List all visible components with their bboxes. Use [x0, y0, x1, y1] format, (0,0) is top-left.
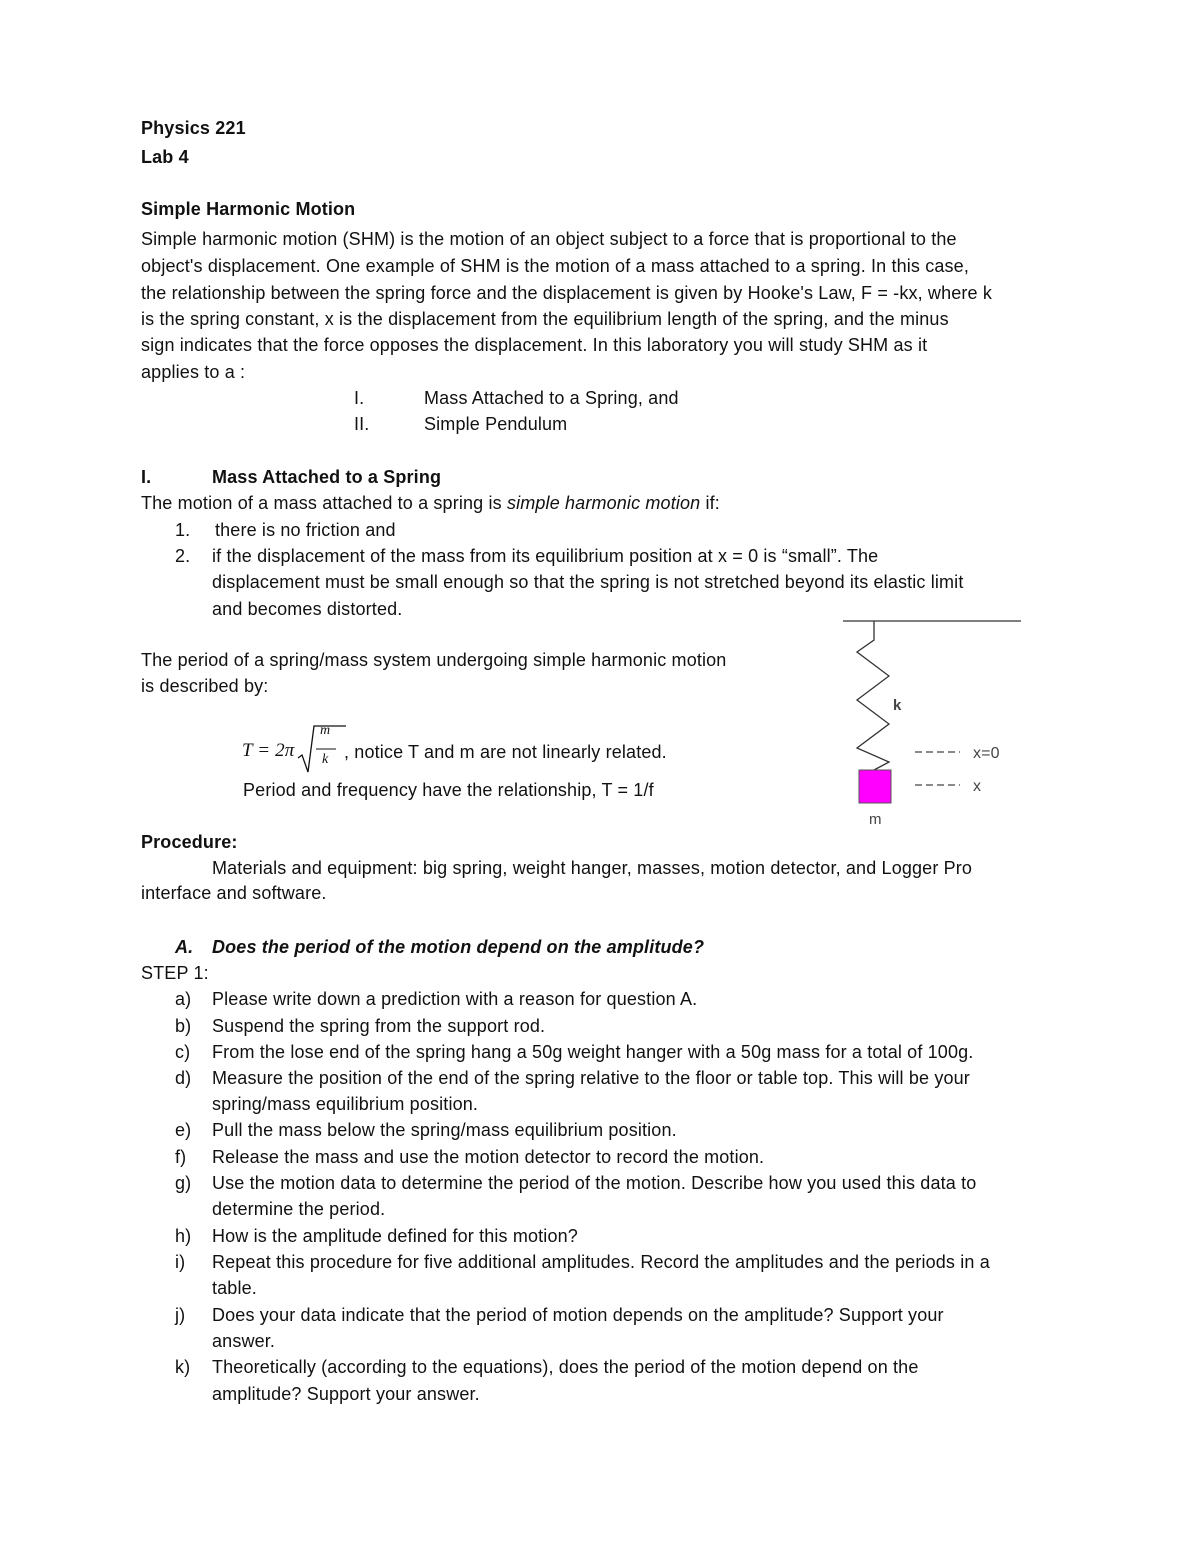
spring-coil-icon — [857, 621, 889, 770]
step-text: Suspend the spring from the support rod. — [212, 1016, 546, 1036]
step-label: h) — [175, 1226, 192, 1246]
intro-line: the relationship between the spring force and the displacement is given by Hooke's Law, F = -kx, where k — [141, 283, 992, 303]
intro-line: sign indicates that the force opposes the displacement. In this laboratory you will study SHM as it — [141, 335, 928, 355]
question-number: A. — [175, 937, 194, 957]
step-text: Use the motion data to determine the period of the motion. Describe how you used this data to — [212, 1173, 977, 1193]
step-heading: STEP 1: — [141, 963, 209, 983]
step-label: j) — [175, 1305, 186, 1325]
condition-text: if the displacement of the mass from its equilibrium position at x = 0 is “small”. The — [212, 546, 879, 566]
period-intro-line: is described by: — [141, 676, 269, 696]
step-label: e) — [175, 1120, 192, 1140]
step-text: Does your data indicate that the period of motion depends on the amplitude? Support your — [212, 1305, 944, 1325]
section-title-shm: Simple Harmonic Motion — [141, 199, 356, 219]
formula-note: , notice T and m are not linearly related. — [344, 742, 667, 762]
mass-block — [859, 770, 891, 803]
step-text: answer. — [212, 1331, 276, 1351]
section-lead: The motion of a mass attached to a spring is simple harmonic motion if: — [141, 493, 720, 513]
step-text: amplitude? Support your answer. — [212, 1384, 480, 1404]
condition-text: there is no friction and — [215, 520, 396, 540]
displacement-label: x — [973, 778, 982, 795]
step-text: From the lose end of the spring hang a 50g weight hanger with a 50g mass for a total of 100g. — [212, 1042, 974, 1062]
condition-number: 1. — [175, 520, 191, 540]
frequency-relation: Period and frequency have the relationship, T = 1/f — [243, 780, 654, 800]
step-label: a) — [175, 989, 192, 1009]
materials-line: Materials and equipment: big spring, weight hanger, masses, motion detector, and Logger Pro — [212, 858, 973, 878]
materials-line: interface and software. — [141, 883, 327, 903]
period-intro-line: The period of a spring/mass system undergoing simple harmonic motion — [141, 650, 727, 670]
step-text: table. — [212, 1278, 257, 1298]
equilibrium-label: x=0 — [973, 745, 1000, 762]
step-label: d) — [175, 1068, 192, 1088]
step-label: b) — [175, 1016, 192, 1036]
procedure-title: Procedure: — [141, 832, 238, 852]
step-text: Measure the position of the end of the spring relative to the floor or table top. This will be your — [212, 1068, 970, 1088]
emphasis-shm: simple harmonic motion — [506, 493, 701, 513]
condition-text: displacement must be small enough so that the spring is not stretched beyond its elastic limit — [212, 572, 964, 592]
step-label: c) — [175, 1042, 191, 1062]
step-text: spring/mass equilibrium position. — [212, 1094, 479, 1114]
section-number: I. — [141, 467, 152, 487]
intro-line: is the spring constant, x is the displacement from the equilibrium length of the spring, and the minus — [141, 309, 949, 329]
mass-label: m — [869, 811, 882, 828]
topic-number: I. — [354, 388, 365, 408]
step-text: Pull the mass below the spring/mass equilibrium position. — [212, 1120, 677, 1140]
topic-text: Mass Attached to a Spring, and — [424, 388, 679, 408]
step-text: Please write down a prediction with a reason for question A. — [212, 989, 698, 1009]
step-text: How is the amplitude defined for this motion? — [212, 1226, 578, 1246]
formula-denominator: k — [322, 752, 329, 767]
step-text: Repeat this procedure for five additional amplitudes. Record the amplitudes and the periods in a — [212, 1252, 990, 1272]
topic-text: Simple Pendulum — [424, 414, 568, 434]
step-label: g) — [175, 1173, 192, 1193]
formula-lhs: T = 2π — [242, 740, 295, 761]
lab-number: Lab 4 — [141, 147, 189, 167]
course-title: Physics 221 — [141, 118, 246, 138]
intro-line: applies to a : — [141, 362, 246, 382]
formula-numerator: m — [320, 723, 331, 738]
step-text: Release the mass and use the motion detector to record the motion. — [212, 1147, 765, 1167]
step-text: determine the period. — [212, 1199, 386, 1219]
topic-number: II. — [354, 414, 370, 434]
spring-constant-label: k — [893, 697, 902, 714]
question-text: Does the period of the motion depend on the amplitude? — [212, 937, 705, 957]
spring-mass-diagram — [835, 612, 1035, 832]
step-label: i) — [175, 1252, 186, 1272]
step-text: Theoretically (according to the equations), does the period of the motion depend on the — [212, 1357, 919, 1377]
condition-number: 2. — [175, 546, 191, 566]
intro-line: Simple harmonic motion (SHM) is the motion of an object subject to a force that is proportional to the — [141, 229, 957, 249]
step-label: k) — [175, 1357, 191, 1377]
condition-text: and becomes distorted. — [212, 599, 403, 619]
section-title-spring: Mass Attached to a Spring — [212, 467, 442, 487]
step-label: f) — [175, 1147, 187, 1167]
intro-line: object's displacement. One example of SHM is the motion of a mass attached to a spring. In this case, — [141, 256, 969, 276]
